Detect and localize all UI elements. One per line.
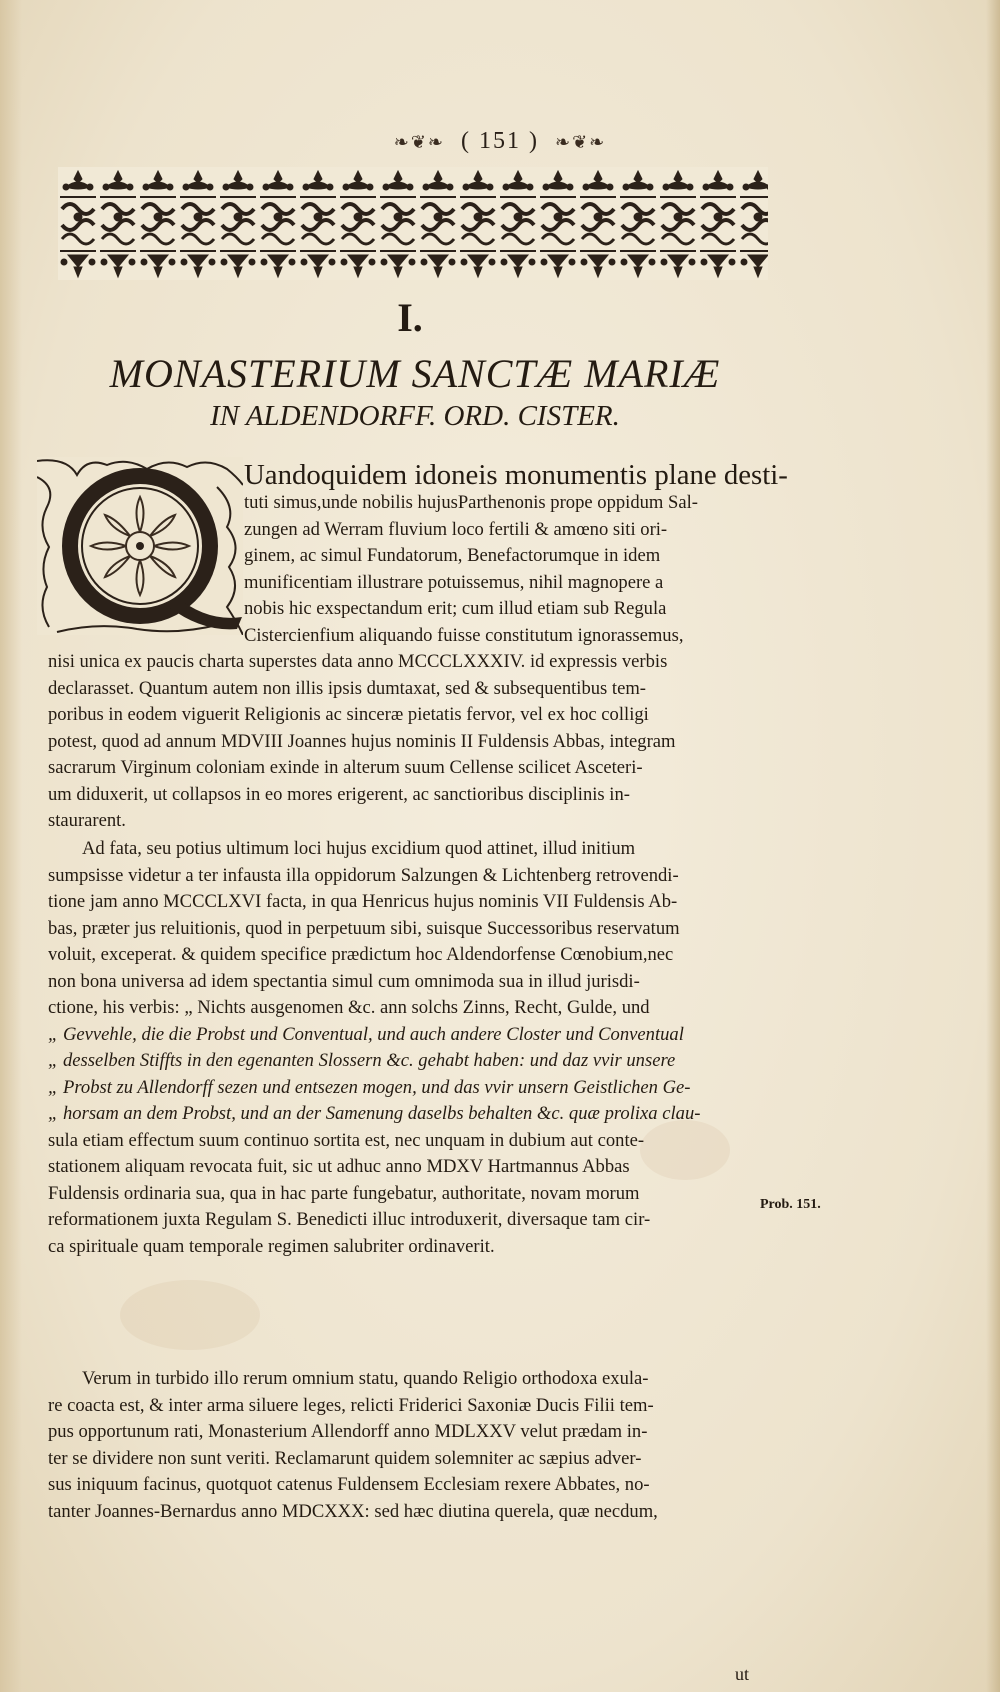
page-edge-right <box>986 0 1000 1692</box>
text-line: sula etiam effectum suum continuo sortita est, nec unquam in dubium aut conte- <box>48 1129 645 1151</box>
text-line: pus opportunum rati, Monasterium Allendorff anno MDLXXV velut prædam in- <box>48 1421 648 1442</box>
text-line: sumpsisse videtur a ter infausta illa oppidorum Salzungen & Lichtenberg retrovendi- <box>48 864 679 886</box>
text-line: Ad fata, seu potius ultimum loci hujus excidium quod attinet, illud initium <box>82 838 636 859</box>
text-line: reformationem juxta Regulam S. Benedicti illuc introduxerit, diversaque tam cir- <box>48 1209 651 1230</box>
text-line: Verum in turbido illo rerum omnium statu, quando Religio orthodoxa exula- <box>82 1368 649 1389</box>
page-number: ( 151 ) <box>461 128 539 154</box>
text-line: ctione, his verbis: „ Nichts ausgenomen &c. ann solchs Zinns, Recht, Gulde, und <box>48 997 650 1018</box>
text-line: Fuldensis ordinaria sua, qua in hac parte fungebatur, authoritate, novam morum <box>48 1182 640 1204</box>
ornament-left-icon: ❧❦❧ <box>393 132 445 152</box>
text-line: voluit, exceperat. & quidem specifice prædictum hoc Aldendorfense Cœnobium,nec <box>48 944 674 965</box>
chapter-title: MONASTERIUM SANCTÆ MARIÆ <box>109 351 721 396</box>
text-line: potest, quod ad annum MDVIII Joannes hujus nominis II Fuldensis Abbas, integram <box>48 730 676 752</box>
text-line: tuti simus,unde nobilis hujusParthenonis prope oppidum Sal- <box>244 492 698 513</box>
text-line: zungen ad Werram fluvium loco fertili & amœno siti ori- <box>244 518 668 540</box>
quoted-text-line: „ desselben Stiffts in den egenanten Slossern &c. gehabt haben: und daz vvir unsere <box>48 1050 676 1071</box>
text-line: Cistercienfium aliquando fuisse constitutum ignorassemus, <box>244 624 684 646</box>
quoted-text-line: „ Probst zu Allendorff sezen und entsezen mogen, und das vvir unsern Geistlichen Ge- <box>48 1076 691 1098</box>
ornament-right-icon: ❧❦❧ <box>554 132 607 152</box>
text-line: ter se dividere non sunt veriti. Reclamarunt quidem solemniter ac sæpius adver- <box>48 1447 642 1469</box>
decorative-headpiece-icon <box>58 167 768 280</box>
paragraph-1 <box>48 460 788 835</box>
text-line: staurarent. <box>48 810 126 831</box>
paragraph-3 <box>48 1366 788 1525</box>
text-line: bas, præter jus reluitionis, quod in perpetuum sibi, suisque Successoribus reservatum <box>48 917 680 939</box>
text-line: re coacta est, & inter arma siluere leges, relicti Friderici Saxoniæ Ducis Filii tem- <box>48 1394 654 1416</box>
margin-note: Prob. 151. <box>760 1197 821 1212</box>
text-line: munificentiam illustrare potuissemus, nihil magnopere a <box>244 571 664 593</box>
text-line: sacrarum Virginum coloniam exinde in alterum suum Cellense scilicet Asceteri- <box>48 757 643 778</box>
catchword: ut <box>735 1664 750 1684</box>
text-line: ginem, ac simul Fundatorum, Benefactorumque in idem <box>244 545 661 566</box>
text-line: tanter Joannes-Bernardus anno MDCXXX: sed hæc diutina querela, quæ necdum, <box>48 1500 658 1522</box>
chapter-number: I. <box>397 295 423 340</box>
page-edge-left <box>0 0 22 1692</box>
quoted-text-line: „ horsam an dem Probst, und an der Samenung daselbs behalten &c. quæ prolixa clau- <box>48 1103 701 1124</box>
text-line: stationem aliquam revocata fuit, sic ut adhuc anno MDXV Hartmannus Abbas <box>48 1156 630 1177</box>
text-line: sus iniquum facinus, quotquot catenus Fuldensem Ecclesiam rexere Abbates, no- <box>48 1474 650 1495</box>
quoted-text-line: „ Gevvehle, die die Probst und Conventual, und auch andere Closter und Conventual <box>48 1023 684 1045</box>
text-line: nobis hic exspectandum erit; cum illud etiam sub Regula <box>244 598 667 619</box>
text-line: non bona universa ad idem spectantia simul cum omnimoda sua in illud jurisdi- <box>48 970 640 992</box>
foxing-stain <box>120 1280 260 1350</box>
text-line: declarasset. Quantum autem non illis ipsis dumtaxat, sed & subsequentibus tem- <box>48 677 646 699</box>
paragraph-2 <box>48 836 788 1260</box>
text-line: nisi unica ex paucis charta superstes data anno MCCCLXXXIV. id expressis verbis <box>48 651 668 672</box>
chapter-subtitle: IN ALDENDORFF. ORD. CISTER. <box>210 400 620 432</box>
running-head <box>0 128 1000 155</box>
text-line: tione jam anno MCCCLXVI facta, in qua Henricus hujus nominis VII Fuldensis Ab- <box>48 891 678 912</box>
text-line: Uandoquidem idoneis monumentis plane desti- <box>244 459 788 491</box>
text-line: um diduxerit, ut collapsos in eo mores erigerent, ac sanctioribus disciplinis in- <box>48 783 630 805</box>
text-line: ca spirituale quam temporale regimen salubriter ordinaverit. <box>48 1235 495 1257</box>
text-line: poribus in eodem viguerit Religionis ac sinceræ pietatis fervor, vel ex hoc colligi <box>48 704 649 725</box>
